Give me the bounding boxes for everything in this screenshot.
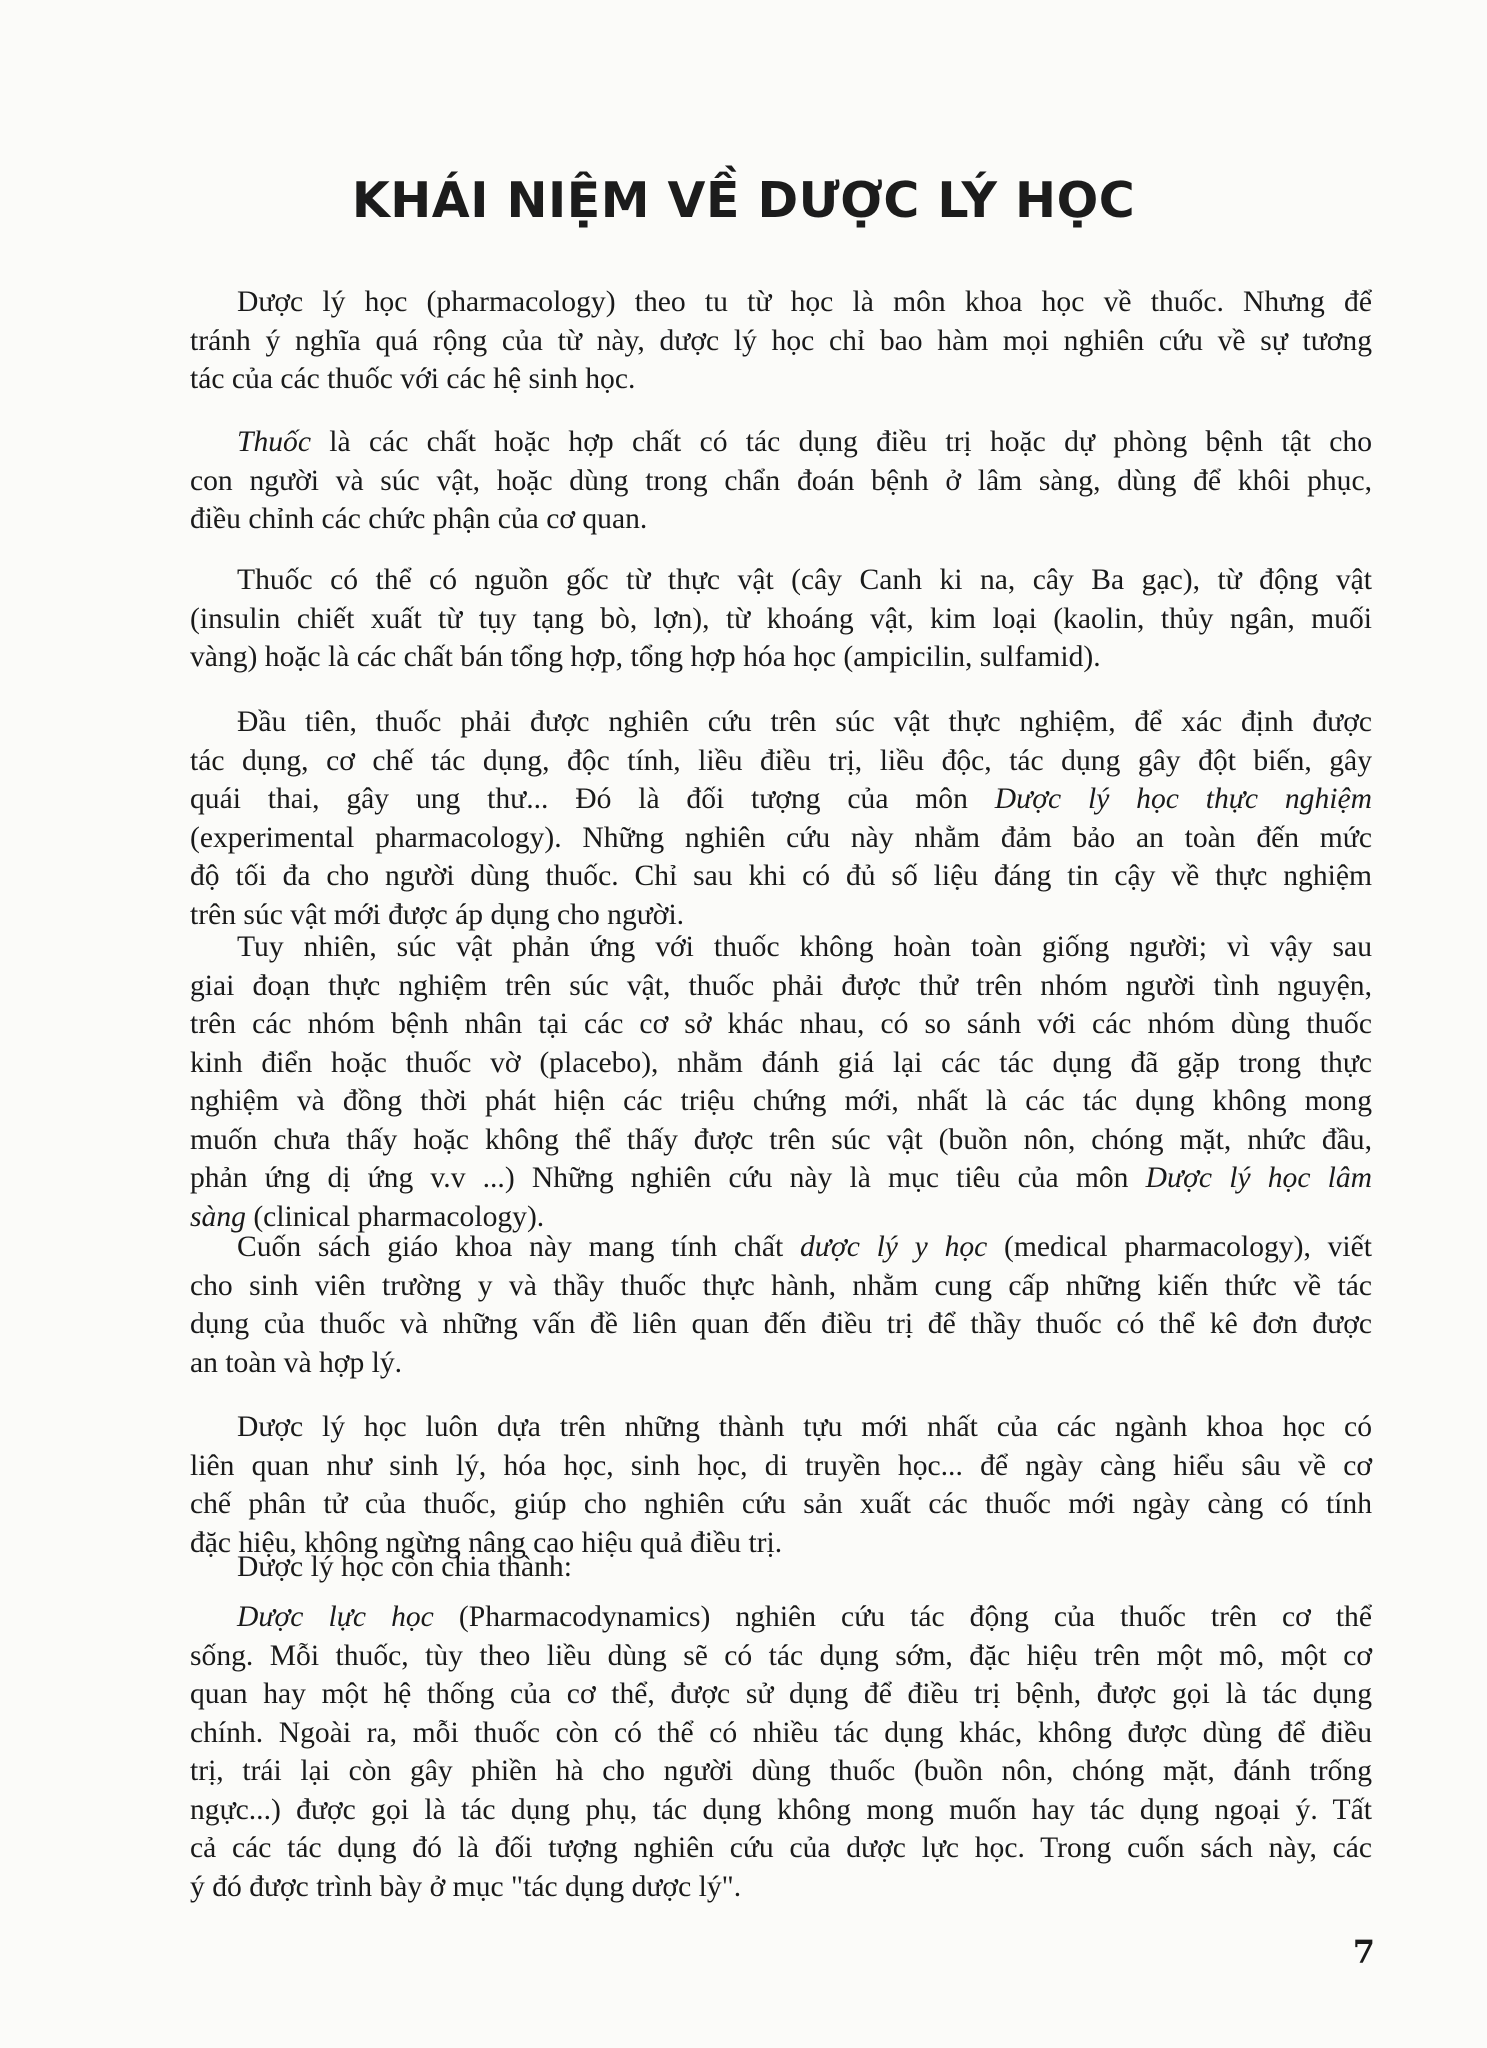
paragraph [190,283,1372,399]
text-line [190,360,1372,399]
line-text: phản ứng dị ứng v.v ...) Những nghiên cứu này là mục tiêu của môn [190,1162,1129,1194]
line-text: độ tối đa cho người dùng thuốc. Chỉ sau khi có đủ số liệu đáng tin cậy về thực nghiệm [190,860,1372,892]
paragraph [190,928,1372,1236]
italic-term: Dược lý học lâm [1145,1162,1372,1194]
paragraph [190,1598,1372,1906]
paragraph [190,423,1372,539]
text-line [190,1752,1372,1791]
text-line [190,703,1372,742]
line-text: cả các tác dụng đó là đối tượng nghiên cứu của dược lực học. Trong cuốn sách này, các [190,1832,1372,1864]
line-text: muốn chưa thấy hoặc không thể thấy được trên súc vật (buồn nôn, chóng mặt, nhức đầu, [190,1123,1372,1156]
paragraph [190,1408,1372,1562]
text-line [190,742,1372,781]
line-text: tác của các thuốc với các hệ sinh học. [190,363,636,395]
line-text: là các chất hoặc hợp chất có tác dụng điều trị hoặc dự phòng bệnh tật cho [329,426,1372,458]
line-text: trên các nhóm bệnh nhân tại các cơ sở khác nhau, có so sánh với các nhóm dùng thuốc [190,1008,1372,1040]
line-text: (medical pharmacology), viết [1004,1231,1372,1263]
text-line [190,1267,1372,1306]
text-line [190,1485,1372,1524]
line-text: chính. Ngoài ra, mỗi thuốc còn có thể có nhiều tác dụng khác, không được dùng để điều [190,1716,1372,1749]
text-line [190,1228,1372,1267]
paragraph [190,703,1372,934]
line-text: con người và súc vật, hoặc dùng trong chẩn đoán bệnh ở lâm sàng, dùng để khôi phục, [190,464,1372,497]
text-line [190,1598,1372,1637]
italic-term: Dược lý học thực nghiệm [994,783,1372,815]
italic-term: Thuốc [237,426,311,458]
text-line [190,780,1372,819]
line-text: (Pharmacodynamics) nghiên cứu tác động của thuốc trên cơ thể [458,1601,1372,1633]
text-line [190,1791,1372,1830]
text-line [190,967,1372,1006]
line-text: quái thai, gây ung thư... Đó là đối tượng của môn [190,783,968,815]
text-line [190,1121,1372,1160]
text-line [190,1082,1372,1121]
text-line [190,1447,1372,1486]
line-text: Cuốn sách giáo khoa này mang tính chất [237,1231,784,1263]
line-text: liên quan như sinh lý, hóa học, sinh học, di truyền học... để ngày càng hiểu sâu về cơ [190,1449,1372,1482]
line-text: an toàn và hợp lý. [190,1346,403,1379]
text-line [190,1408,1372,1447]
italic-term: dược lý y học [799,1231,988,1263]
text-line [190,322,1372,361]
text-line [190,638,1372,677]
line-text: ngực...) được gọi là tác dụng phụ, tác dụng không mong muốn hay tác dụng ngoại ý. Tất [190,1793,1372,1826]
text-line [190,423,1372,462]
page-title: KHÁI NIỆM VỀ DƯỢC LÝ HỌC [351,172,1136,229]
text-line [190,819,1372,858]
text-line [190,1044,1372,1083]
paragraph [190,1228,1372,1382]
text-line [190,857,1372,896]
line-text: (experimental pharmacology). Những nghiên cứu này nhằm đảm bảo an toàn đến mức [190,821,1372,854]
line-text: trị, trái lại còn gây phiền hà cho người dùng thuốc (buồn nôn, chóng mặt, đánh trống [190,1755,1372,1787]
line-text: quan hay một hệ thống của cơ thể, được sử dụng để điều trị bệnh, được gọi là tác dụng [190,1678,1372,1710]
italic-term: sàng [190,1200,246,1233]
line-text: đặc hiệu, không ngừng nâng cao hiệu quả điều trị. [190,1526,783,1559]
text-line [190,283,1372,322]
text-line [190,1305,1372,1344]
text-line [190,1714,1372,1753]
text-line [190,1675,1372,1714]
text-line [190,561,1372,600]
text-line [190,1637,1372,1676]
text-line [190,462,1372,501]
text-line [190,600,1372,639]
line-text: Dược lý học luôn dựa trên những thành tựu mới nhất của các ngành khoa học có [237,1411,1372,1443]
line-text: trên súc vật mới được áp dụng cho người. [190,898,685,931]
line-text: kinh điển hoặc thuốc vờ (placebo), nhằm đánh giá lại các tác dụng đã gặp trong thực [190,1046,1372,1079]
text-line [190,1868,1372,1907]
line-text: (clinical pharmacology). [253,1200,545,1233]
line-text: tác dụng, cơ chế tác dụng, độc tính, liều điều trị, liều độc, tác dụng gây đột biến, gây [190,744,1372,777]
line-text: Dược lý học (pharmacology) theo tu từ học là môn khoa học về thuốc. Nhưng để [237,286,1372,318]
line-text: Đầu tiên, thuốc phải được nghiên cứu trên súc vật thực nghiệm, để xác định được [237,706,1372,738]
text-line [190,1344,1372,1383]
line-text: Thuốc có thể có nguồn gốc từ thực vật (cây Canh ki na, cây Ba gạc), từ động vật [237,564,1372,596]
line-text: nghiệm và đồng thời phát hiện các triệu chứng mới, nhất là các tác dụng không mong [190,1085,1372,1117]
page-number: 7 [1352,1933,1375,1971]
line-text: (insulin chiết xuất từ tụy tạng bò, lợn), từ khoáng vật, kim loại (kaolin, thủy ngân, muối [190,602,1372,635]
line-text: giai đoạn thực nghiệm trên súc vật, thuốc phải được thử trên nhóm người tình nguyện, [190,969,1372,1002]
line-text: dụng của thuốc và những vấn đề liên quan đến điều trị để thầy thuốc có thể kê đơn được [190,1308,1372,1340]
line-text: tránh ý nghĩa quá rộng của từ này, dược lý học chỉ bao hàm mọi nghiên cứu về sự tương [190,324,1372,357]
line-text: ý đó được trình bày ở mục "tác dụng dược lý". [190,1870,742,1903]
paragraph [190,561,1372,677]
line-text: sống. Mỗi thuốc, tùy theo liều dùng sẽ có tác dụng sớm, đặc hiệu trên một mô, một cơ [190,1639,1372,1672]
text-line [190,928,1372,967]
line-text: chế phân tử của thuốc, giúp cho nghiên cứu sản xuất các thuốc mới ngày càng có tính [190,1488,1372,1520]
line-text: vàng) hoặc là các chất bán tổng hợp, tổng hợp hóa học (ampicilin, sulfamid). [190,641,1101,673]
line-text: điều chỉnh các chức phận của cơ quan. [190,503,648,535]
text-line [190,500,1372,539]
line-text: cho sinh viên trường y và thầy thuốc thực hành, nhằm cung cấp những kiến thức về tác [190,1269,1372,1302]
line-text: Dược lý học còn chia thành: [237,1551,572,1583]
text-line [190,1159,1372,1198]
italic-term: Dược lực học [237,1601,434,1633]
line-text: Tuy nhiên, súc vật phản ứng với thuốc không hoàn toàn giống người; vì vậy sau [237,931,1372,963]
paragraph [190,1548,1372,1587]
text-line [190,1829,1372,1868]
text-line [190,1548,1372,1587]
text-line [190,1005,1372,1044]
